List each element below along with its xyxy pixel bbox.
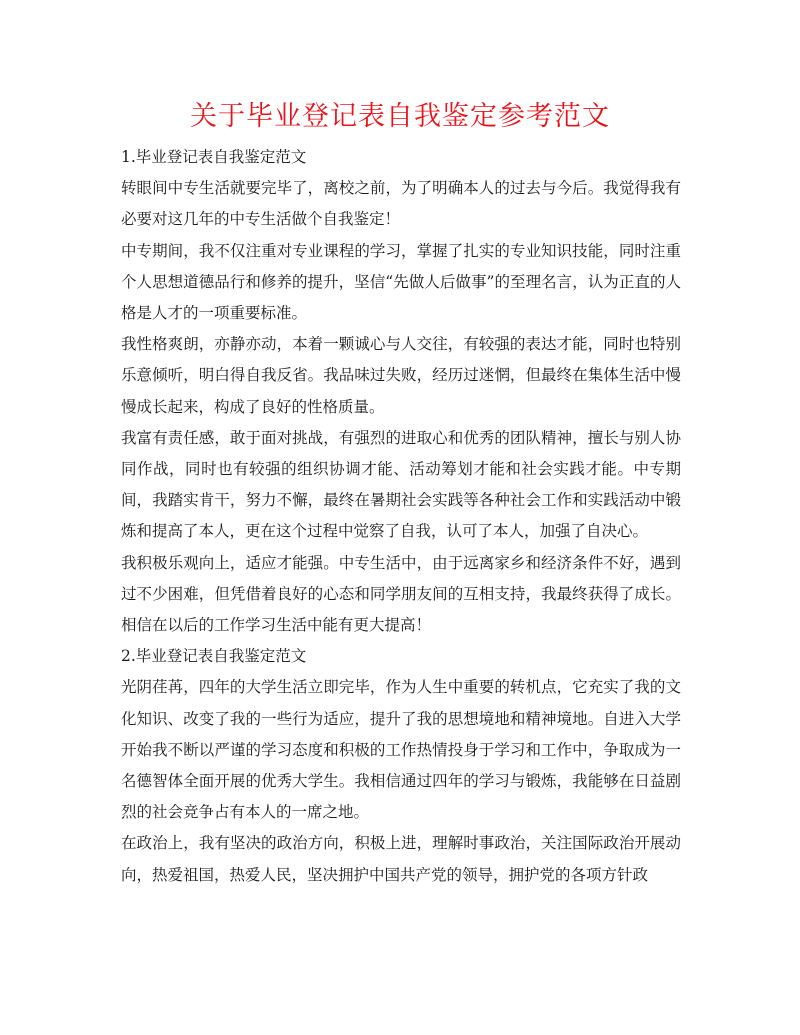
body-paragraph: 我富有责任感，敢于面对挑战，有强烈的进取心和优秀的团队精神，擅长与别人协同作战，同时也有较强的组织协调才能、活动筹划才能和社会实践才能。中专期间，我踏实肯干，努力不懈，最终在暑期社会实践等各种社会工作和实践活动中锻炼和提高了本人，更在这个过程中觉察了自我，认可了本人，加强了自决心。 bbox=[121, 428, 681, 541]
body-paragraph: 我积极乐观向上，适应才能强。中专生活中，由于远离家乡和经济条件不好，遇到过不少困难，但凭借着良好的心态和同学朋友间的互相支持，我最终获得了成长。相信在以后的工作学习生活中能有更大提高！ bbox=[121, 553, 681, 635]
body-paragraph: 在政治上，我有坚决的政治方向，积极上进，理解时事政治，关注国际政治开展动向，热爱祖国，热爱人民，坚决拥护中国共产党的领导，拥护党的各项方针政 bbox=[121, 834, 681, 884]
body-paragraph: 我性格爽朗，亦静亦动，本着一颗诚心与人交往，有较强的表达才能，同时也特别乐意倾听，明白得自我反省。我品味过失败，经历过迷惘，但最终在集体生活中慢慢成长起来，构成了良好的性格质量。 bbox=[121, 335, 681, 416]
body-paragraph: 光阴荏苒，四年的大学生活立即完毕，作为人生中重要的转机点，它充实了我的文化知识、改变了我的一些行为适应，提升了我的思想境地和精神境地。自进入大学开始我不断以严谨的学习态度和积极的工作热情投身于学习和工作中，争取成为一名德智体全面开展的优秀大学生。我相信通过四年的学习与锻炼，我能够在日益剧烈的社会竞争占有本人的一席之地。 bbox=[121, 678, 681, 822]
document-body bbox=[121, 142, 681, 891]
body-paragraph: 中专期间，我不仅注重对专业课程的学习，掌握了扎实的专业知识技能，同时注重个人思想道德品行和修养的提升，坚信“先做人后做事”的至理名言，认为正直的人格是人才的一项重要标准。 bbox=[121, 241, 681, 323]
document-title: 关于毕业登记表自我鉴定参考范文 bbox=[190, 101, 610, 132]
body-paragraph: 转眼间中专生活就要完毕了，离校之前，为了明确本人的过去与今后。我觉得我有必要对这几年的中专生活做个自我鉴定！ bbox=[121, 179, 681, 229]
section-heading: 1.毕业登记表自我鉴定范文 bbox=[121, 148, 307, 166]
section-heading: 2.毕业登记表自我鉴定范文 bbox=[121, 647, 307, 666]
